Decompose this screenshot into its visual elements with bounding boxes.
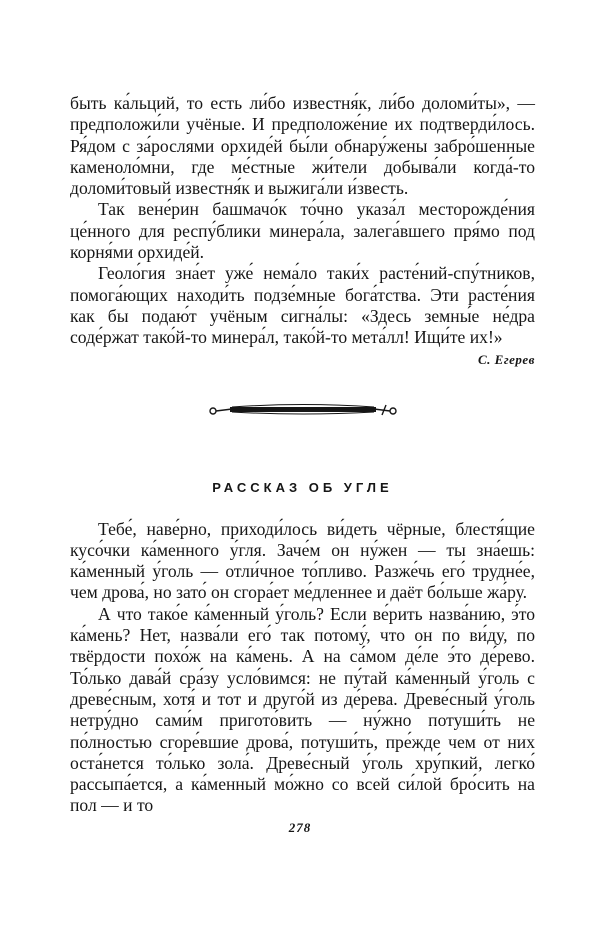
paragraph-calcium-hypothesis: быть ка́льций, то есть ли́бо известня́к, ли́бо доломи́ты», — предположи́ли учёные. И предположе́ние их подтверди́лось. Ря́дом с за́рослями орхиде́й бы́ли обнару́жены забро́шенные каменоло́мни, где ме́стные жи́тели добыва́ли когда́-то доломи́товый известня́к и выжига́ли и́звесть. (70, 93, 535, 199)
author-signature: С. Егерев (478, 351, 535, 367)
page-body (70, 93, 535, 817)
paragraph-geology-plants: Геоло́гия зна́ет уже́ нема́ло таки́х расте́ний-спу́тников, помога́ющих находи́ть подзе́мные бога́тства. Эти расте́ния как бы подаю́т учёным сигна́лы: «Здесь земны́е не́дра соде́ржат тако́й-то минера́л, тако́й-то мета́лл! Ищи́те их!» (70, 263, 535, 348)
paragraph-venus-slipper: Так вене́рин башмачо́к то́чно указа́л месторожде́ния це́нного для респу́блики минера́ла, залега́вшего пря́мо под корня́ми орхиде́й. (70, 199, 535, 263)
paragraph-coal-wood: А что тако́е ка́менный у́голь? Если ве́рить назва́нию, э́то ка́мень? Нет, назва́ли его́ так потому́, что он по ви́ду, по твёрдости похо́ж на ка́мень. А на са́мом де́ле э́то де́рево. То́лько дава́й сра́зу усло́вимся: не пу́тай ка́менный у́голь с древе́сным, хотя́ и тот и друго́й из де́рева. Древе́сный у́голь нетру́дно сами́м пригото́вить — ну́жно потуши́ть не по́лностью сгоре́вшие дрова́, потуши́ть, пре́жде чем от них оста́нется то́лько зола́. Древе́сный у́голь хру́пкий, легко́ рассыпа́ется, а ка́менный мо́жно со всей си́лой бро́сить на пол — и то (70, 603, 535, 816)
section-title: РАССКАЗ ОБ УГЛЕ (212, 479, 393, 495)
page-number: 278 (288, 820, 312, 835)
paragraph-coal-intro: Тебе́, наве́рно, приходи́лось ви́деть чёрные, блестя́щие кусо́чки ка́менного у́гля. Заче́м он ну́жен — ты зна́ешь: ка́менный у́голь — отли́чное то́пливо. Разже́чь его́ трудне́е, чем дрова́, но зато́ он сгора́ет ме́дленнее и даёт бо́льше жа́ру. (70, 518, 535, 603)
ornament-divider-icon (208, 401, 398, 419)
